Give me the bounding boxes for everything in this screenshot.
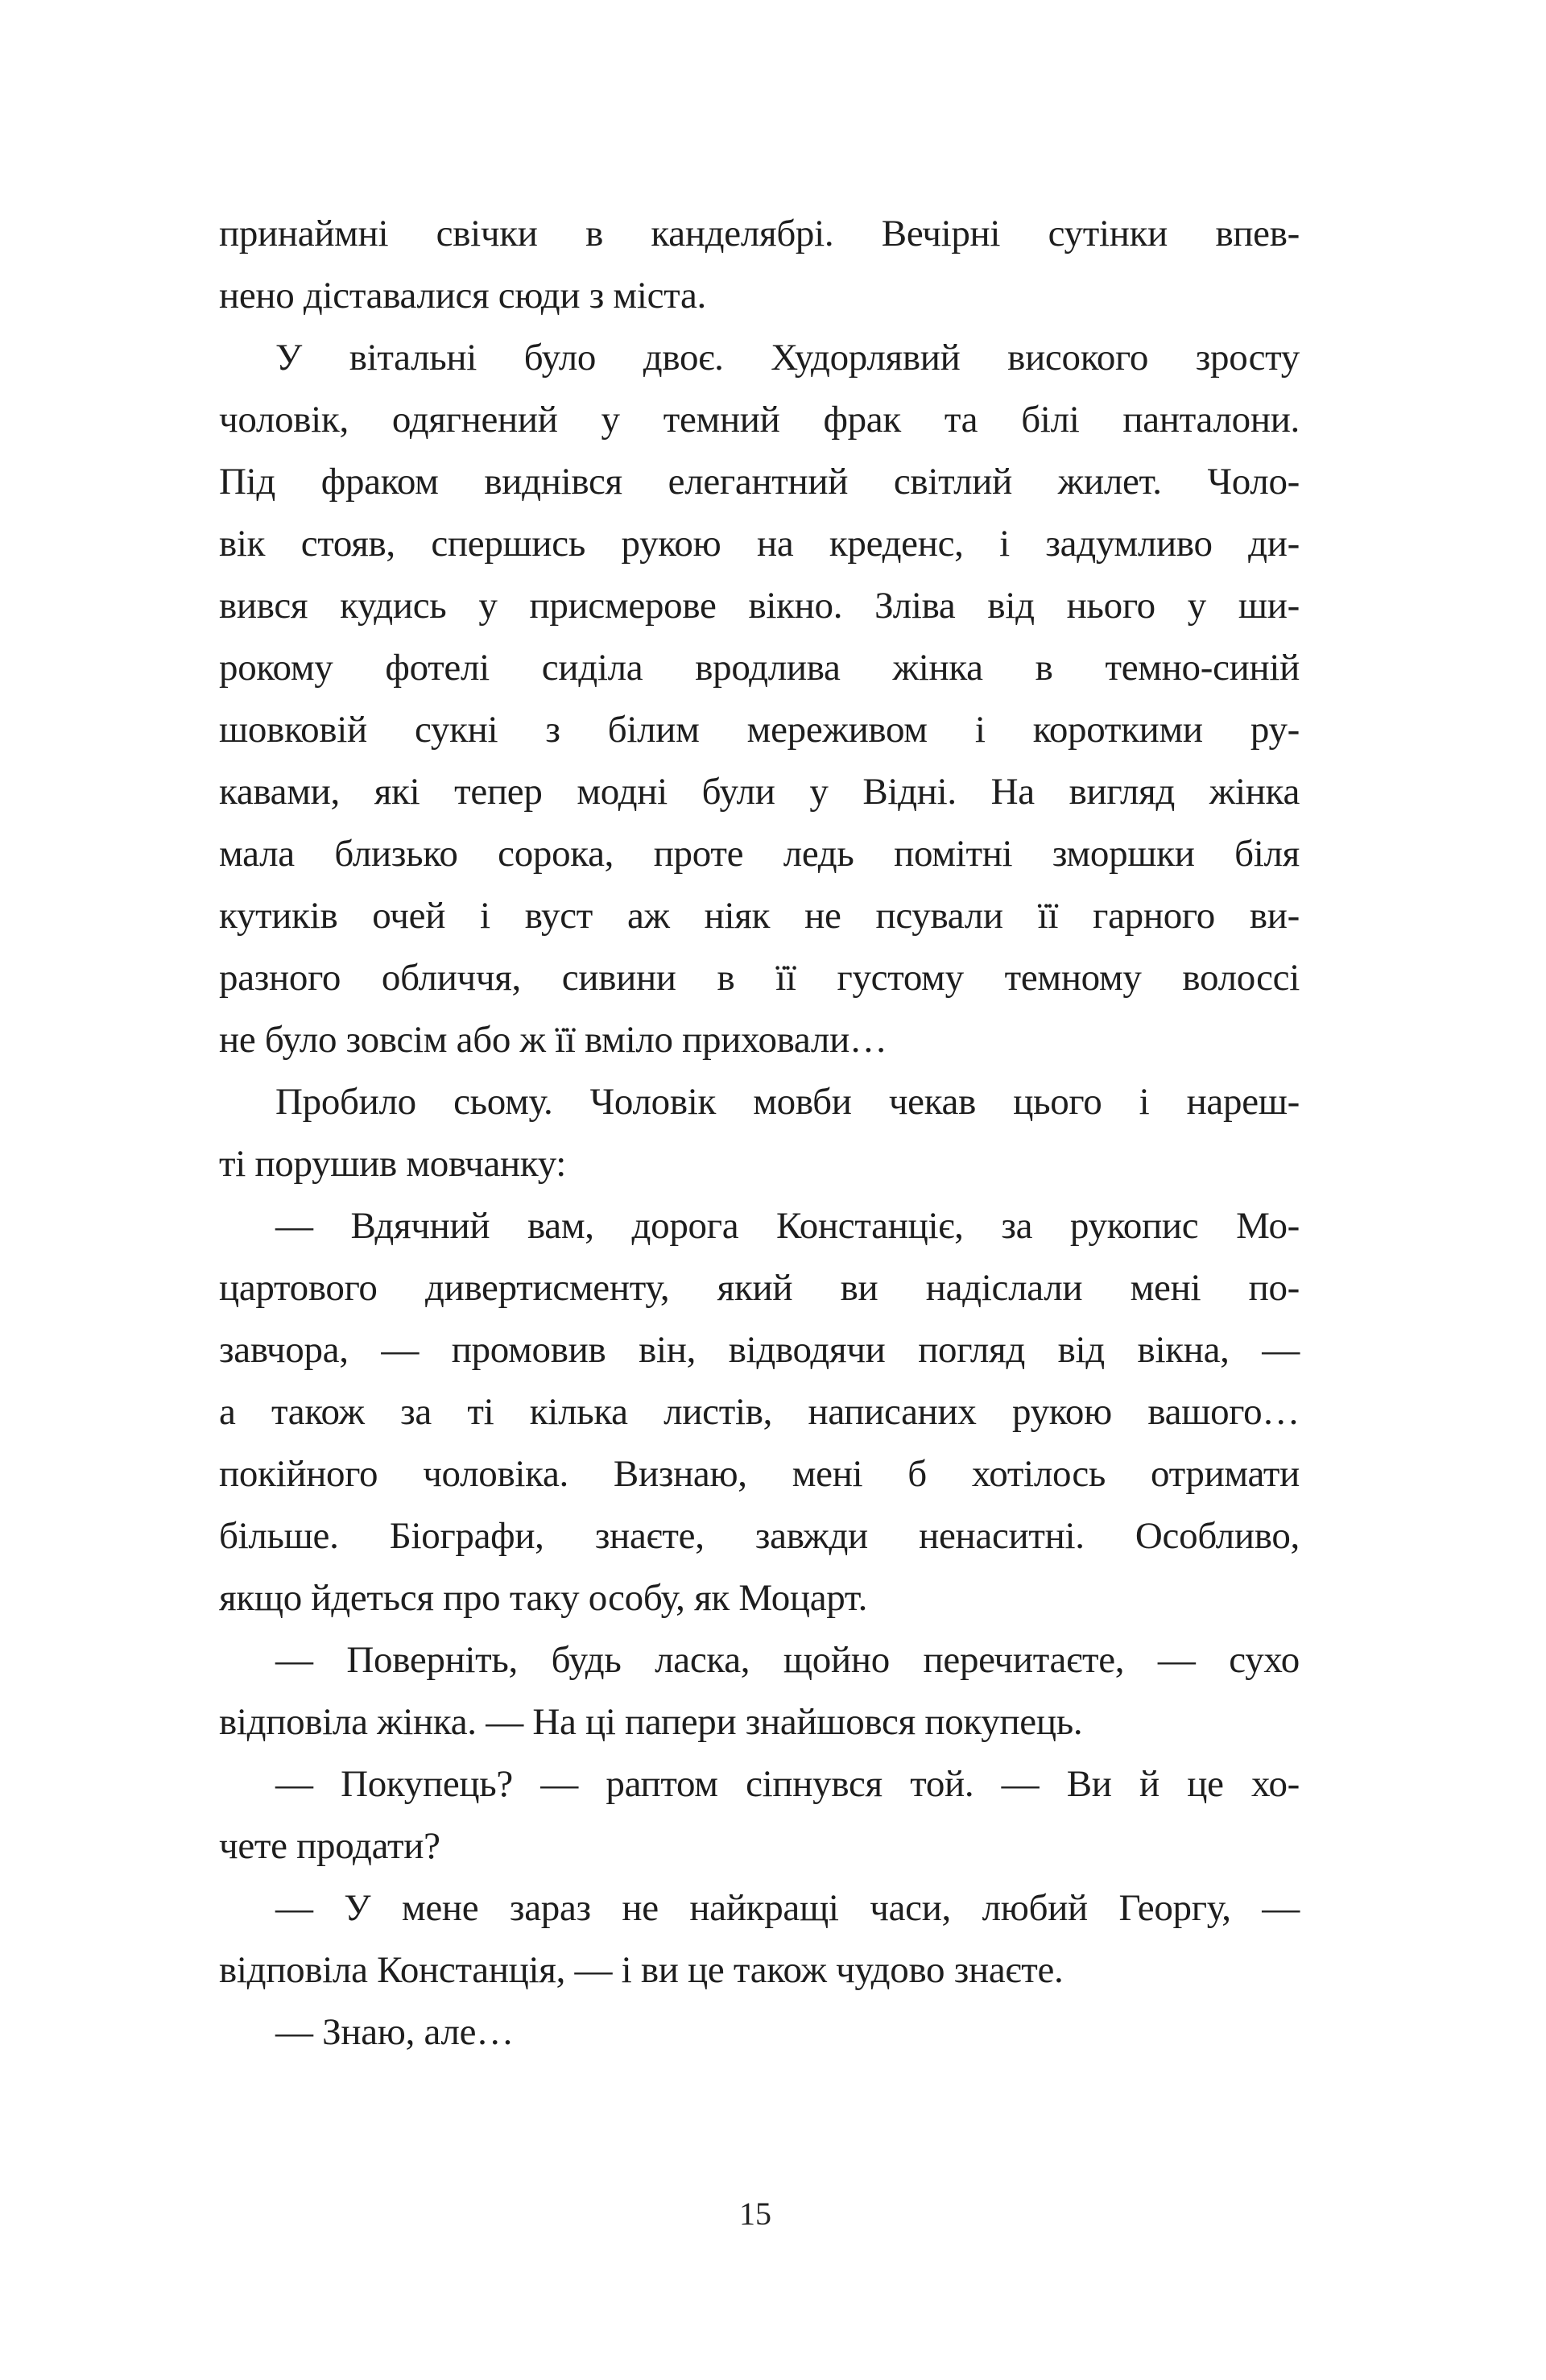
text-line: — Покупець? — раптом сіпнувся той. — Ви й це хо- [275, 1763, 1300, 1805]
page-number: 15 [739, 2196, 771, 2232]
text-line: нено діставалися сюди з міста. [219, 275, 707, 317]
text-line: — Вдячний вам, дорога Констанціє, за рукопис Мо- [275, 1205, 1300, 1247]
text-line: покійного чоловіка. Визнаю, мені б хотілось отримати [219, 1453, 1300, 1495]
text-line: чете продати? [219, 1825, 440, 1867]
text-line: а також за ті кілька листів, написаних рукою вашого… [219, 1391, 1300, 1433]
text-line: цартового дивертисменту, який ви надіслали мені по- [219, 1267, 1300, 1309]
text-line: рокому фотелі сиділа вродлива жінка в темно-синій [219, 647, 1300, 689]
text-line: Під фраком виднівся елегантний світлий жилет. Чоло- [219, 461, 1300, 503]
text-line: Пробило сьому. Чоловік мовби чекав цього і нареш- [275, 1081, 1300, 1123]
text-line: разного обличчя, сивини в її густому темному волоссі [219, 957, 1300, 999]
text-line: шовковій сукні з білим мереживом і короткими ру- [219, 709, 1300, 751]
text-line: мала близько сорока, проте ледь помітні зморшки біля [219, 833, 1300, 875]
text-line: чоловік, одягнений у темний фрак та білі панталони. [219, 399, 1300, 441]
text-line: більше. Біографи, знаєте, завжди ненаситні. Особливо, [219, 1515, 1300, 1557]
text-line: кутиків очей і вуст аж ніяк не псували її гарного ви- [219, 895, 1300, 937]
text-line: — У мене зараз не найкращі часи, любий Георгу, — [275, 1887, 1300, 1929]
text-line: принаймні свічки в канделябрі. Вечірні сутінки впев- [219, 213, 1300, 255]
text-line: якщо йдеться про таку особу, як Моцарт. [219, 1577, 868, 1619]
text-line: завчора, — промовив він, відводячи погляд від вікна, — [219, 1329, 1300, 1371]
text-line: вік стояв, спершись рукою на креденс, і задумливо ди- [219, 523, 1300, 565]
text-line: вився кудись у присмерове вікно. Зліва від нього у ши- [219, 585, 1300, 627]
text-line: відповіла Констанція, — і ви це також чудово знаєте. [219, 1949, 1064, 1991]
text-line: кавами, які тепер модні були у Відні. На вигляд жінка [219, 771, 1300, 813]
body-text [219, 203, 1300, 2063]
text-line: ті порушив мовчанку: [219, 1143, 567, 1185]
text-line: — Знаю, але… [275, 2011, 514, 2053]
text-line: не було зовсім або ж її вміло приховали… [219, 1019, 887, 1061]
text-line: У вітальні було двоє. Худорлявий високого зросту [275, 337, 1300, 379]
text-line: — Поверніть, будь ласка, щойно перечитаєте, — сухо [275, 1639, 1300, 1681]
text-line: відповіла жінка. — На ці папери знайшовся покупець. [219, 1701, 1083, 1743]
